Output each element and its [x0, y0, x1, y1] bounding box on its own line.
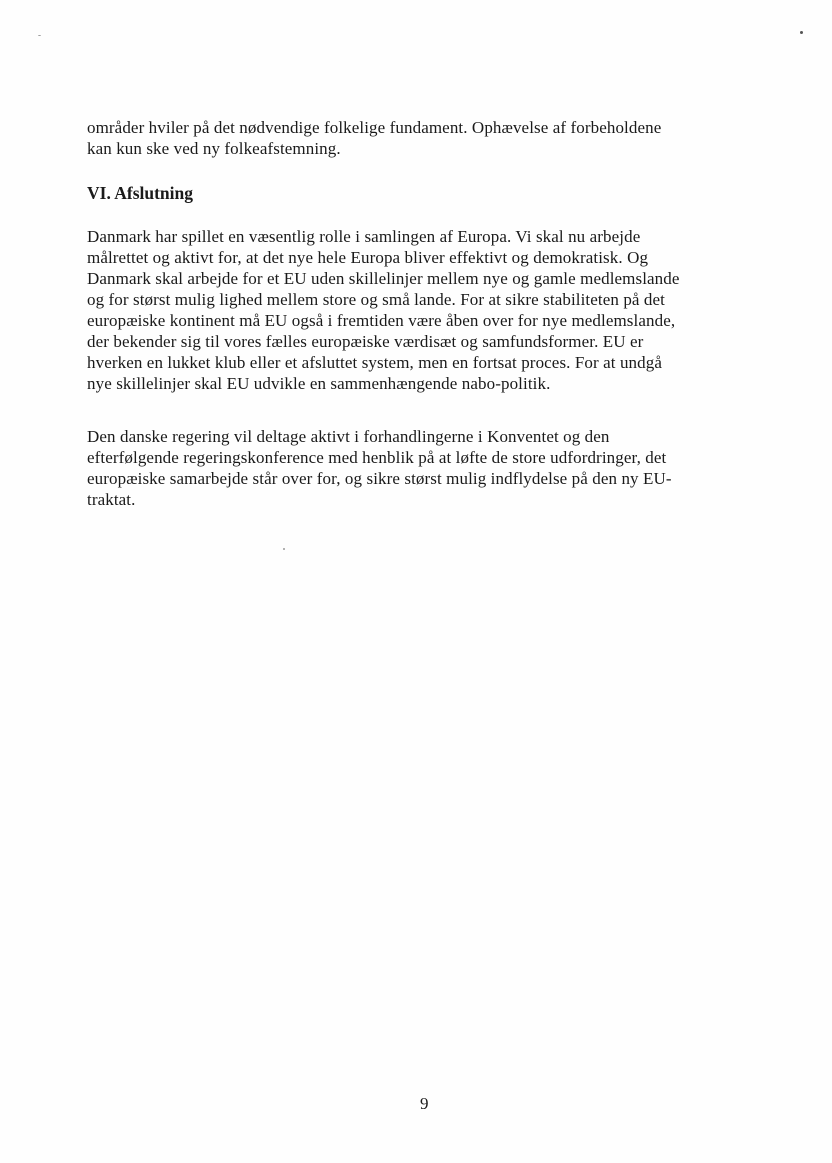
text-line: Den danske regering vil deltage aktivt i forhandlingerne i Konventet og den [87, 427, 610, 446]
text-line: europæiske kontinent må EU også i fremtiden være åben over for nye medlemslande, [87, 311, 676, 330]
text-line: målrettet og aktivt for, at det nye hele Europa bliver effektivt og demokratisk. Og [87, 248, 649, 267]
scan-speck [283, 548, 285, 550]
text-line: og for størst mulig lighed mellem store og små lande. For at sikre stabiliteten på det [87, 290, 665, 309]
text-line: europæiske samarbejde står over for, og sikre størst mulig indflydelse på den ny EU- [87, 469, 672, 488]
text-line: områder hviler på det nødvendige folkelige fundament. Ophævelse af forbeholdene [87, 118, 662, 137]
text-line: hverken en lukket klub eller et afsluttet system, men en fortsat proces. For at undgå [87, 353, 663, 372]
section-heading: VI. Afslutning [87, 183, 194, 203]
scan-speck [38, 35, 41, 36]
page-number: 9 [420, 1094, 429, 1113]
text-line: nye skillelinjer skal EU udvikle en sammenhængende nabo-politik. [87, 374, 551, 393]
text-line: traktat. [87, 490, 136, 509]
text-line: kan kun ske ved ny folkeafstemning. [87, 139, 341, 158]
text-line: efterfølgende regeringskonference med henblik på at løfte de store udfordringer, det [87, 448, 667, 467]
text-line: Danmark skal arbejde for et EU uden skillelinjer mellem nye og gamle medlemslande [87, 269, 680, 288]
scan-speck [800, 31, 803, 34]
text-line: der bekender sig til vores fælles europæiske værdisæt og samfundsformer. EU er [87, 332, 644, 351]
text-line: Danmark har spillet en væsentlig rolle i samlingen af Europa. Vi skal nu arbejde [87, 227, 641, 246]
